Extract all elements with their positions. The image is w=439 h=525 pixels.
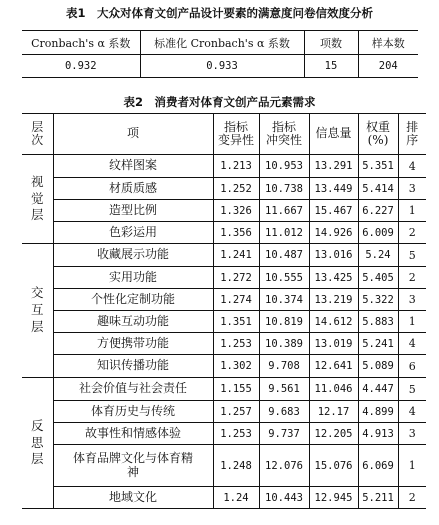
table1-caption: 表1 大众对体育文创产品设计要素的满意度问卷信效度分析 (66, 6, 373, 20)
item-name-cell: 知识传播功能 (53, 355, 213, 378)
table1-header-cell: 标准化 Cronbach's α 系数 (140, 31, 304, 55)
weight-column-header: 权重 (%) (358, 114, 398, 155)
conflict-value-cell: 10.953 (259, 155, 309, 178)
conflict-column-header: 指标 冲突性 (259, 114, 309, 155)
table2-row (22, 378, 426, 401)
table1-cell: 204 (358, 55, 418, 78)
table1-header-cell: 项数 (304, 31, 358, 55)
variability-value-cell: 1.356 (213, 222, 259, 244)
info-value-cell: 14.926 (309, 222, 358, 244)
conflict-value-cell: 10.389 (259, 333, 309, 355)
weight-value-cell: 5.24 (358, 244, 398, 267)
rank-value-cell: 1 (398, 445, 426, 487)
table1-header-row (22, 31, 418, 55)
weight-value-cell: 5.241 (358, 333, 398, 355)
variability-value-cell: 1.257 (213, 401, 259, 423)
weight-value-cell: 5.211 (358, 487, 398, 509)
rank-value-cell: 4 (398, 155, 426, 178)
rank-value-cell: 1 (398, 200, 426, 222)
weight-value-cell: 6.227 (358, 200, 398, 222)
weight-value-cell: 4.913 (358, 423, 398, 445)
rank-value-cell: 3 (398, 289, 426, 311)
item-name-cell: 故事性和情感体验 (53, 423, 213, 445)
variability-value-cell: 1.253 (213, 423, 259, 445)
info-value-cell: 11.046 (309, 378, 358, 401)
table1-cell: 0.932 (22, 55, 140, 78)
table2-row (22, 333, 426, 355)
weight-value-cell: 6.009 (358, 222, 398, 244)
variability-value-cell: 1.274 (213, 289, 259, 311)
variability-value-cell: 1.213 (213, 155, 259, 178)
conflict-value-cell: 10.443 (259, 487, 309, 509)
conflict-value-cell: 12.076 (259, 445, 309, 487)
item-name-cell: 纹样图案 (53, 155, 213, 178)
rank-value-cell: 4 (398, 333, 426, 355)
item-name-cell: 方便携带功能 (53, 333, 213, 355)
table2-row (22, 244, 426, 267)
variability-value-cell: 1.253 (213, 333, 259, 355)
rank-column-header: 排 序 (398, 114, 426, 155)
info-value-cell: 13.449 (309, 178, 358, 200)
conflict-value-cell: 9.561 (259, 378, 309, 401)
item-name-cell: 造型比例 (53, 200, 213, 222)
table2-row (22, 155, 426, 178)
rank-value-cell: 5 (398, 378, 426, 401)
table2-row (22, 445, 426, 487)
item-name-cell: 材质质感 (53, 178, 213, 200)
conflict-value-cell: 10.374 (259, 289, 309, 311)
weight-value-cell: 5.089 (358, 355, 398, 378)
weight-value-cell: 5.405 (358, 267, 398, 289)
element-demand-table (22, 113, 426, 509)
item-name-cell: 收藏展示功能 (53, 244, 213, 267)
table2-row (22, 355, 426, 378)
variability-value-cell: 1.351 (213, 311, 259, 333)
info-value-cell: 12.641 (309, 355, 358, 378)
layer-column-header: 层次 (22, 114, 53, 155)
weight-value-cell: 5.883 (358, 311, 398, 333)
table2-row (22, 267, 426, 289)
info-value-cell: 13.019 (309, 333, 358, 355)
variability-value-cell: 1.248 (213, 445, 259, 487)
conflict-value-cell: 9.737 (259, 423, 309, 445)
rank-value-cell: 2 (398, 487, 426, 509)
rank-value-cell: 3 (398, 178, 426, 200)
info-value-cell: 13.016 (309, 244, 358, 267)
item-name-cell: 社会价值与社会责任 (53, 378, 213, 401)
layer-name-cell: 反思层 (22, 378, 53, 509)
weight-value-cell: 4.899 (358, 401, 398, 423)
table1-row (22, 55, 418, 78)
item-column-header: 项 (53, 114, 213, 155)
table2-header-row (22, 114, 426, 155)
conflict-value-cell: 11.012 (259, 222, 309, 244)
rank-value-cell: 6 (398, 355, 426, 378)
rank-value-cell: 4 (398, 401, 426, 423)
item-name-cell: 地域文化 (53, 487, 213, 509)
variability-value-cell: 1.241 (213, 244, 259, 267)
info-value-cell: 14.612 (309, 311, 358, 333)
info-value-cell: 12.17 (309, 401, 358, 423)
conflict-value-cell: 10.738 (259, 178, 309, 200)
item-name-cell: 趣味互动功能 (53, 311, 213, 333)
item-name-cell: 色彩运用 (53, 222, 213, 244)
conflict-value-cell: 9.683 (259, 401, 309, 423)
info-value-cell: 15.076 (309, 445, 358, 487)
rank-value-cell: 1 (398, 311, 426, 333)
weight-value-cell: 6.069 (358, 445, 398, 487)
table2-row (22, 423, 426, 445)
info-value-cell: 12.945 (309, 487, 358, 509)
layer-name-cell: 交互层 (22, 244, 53, 378)
variability-value-cell: 1.24 (213, 487, 259, 509)
item-name-cell: 实用功能 (53, 267, 213, 289)
layer-name-cell: 视觉层 (22, 155, 53, 244)
rank-value-cell: 2 (398, 222, 426, 244)
variability-column-header: 指标 变异性 (213, 114, 259, 155)
item-name-cell: 体育品牌文化与体育精神 (53, 445, 213, 487)
variability-value-cell: 1.155 (213, 378, 259, 401)
info-value-cell: 13.219 (309, 289, 358, 311)
table2-row (22, 311, 426, 333)
rank-value-cell: 2 (398, 267, 426, 289)
variability-value-cell: 1.326 (213, 200, 259, 222)
weight-value-cell: 5.322 (358, 289, 398, 311)
info-column-header: 信息量 (309, 114, 358, 155)
table2-body (22, 155, 426, 509)
item-name-cell: 个性化定制功能 (53, 289, 213, 311)
conflict-value-cell: 10.555 (259, 267, 309, 289)
weight-value-cell: 5.414 (358, 178, 398, 200)
conflict-value-cell: 10.819 (259, 311, 309, 333)
table2-caption: 表2 消费者对体育文创产品元素需求 (123, 95, 316, 109)
table2-row (22, 222, 426, 244)
info-value-cell: 13.291 (309, 155, 358, 178)
rank-value-cell: 3 (398, 423, 426, 445)
info-value-cell: 13.425 (309, 267, 358, 289)
table1-header-cell: Cronbach's α 系数 (22, 31, 140, 55)
item-name-cell: 体育历史与传统 (53, 401, 213, 423)
table2-row (22, 487, 426, 509)
info-value-cell: 12.205 (309, 423, 358, 445)
table1-cell: 15 (304, 55, 358, 78)
table2-row (22, 289, 426, 311)
weight-value-cell: 5.351 (358, 155, 398, 178)
variability-value-cell: 1.252 (213, 178, 259, 200)
reliability-table (22, 30, 418, 78)
table2-row (22, 178, 426, 200)
conflict-value-cell: 11.667 (259, 200, 309, 222)
table2-row (22, 200, 426, 222)
rank-value-cell: 5 (398, 244, 426, 267)
conflict-value-cell: 10.487 (259, 244, 309, 267)
weight-value-cell: 4.447 (358, 378, 398, 401)
conflict-value-cell: 9.708 (259, 355, 309, 378)
table1-header-cell: 样本数 (358, 31, 418, 55)
info-value-cell: 15.467 (309, 200, 358, 222)
table1-cell: 0.933 (140, 55, 304, 78)
variability-value-cell: 1.272 (213, 267, 259, 289)
variability-value-cell: 1.302 (213, 355, 259, 378)
table2-row (22, 401, 426, 423)
